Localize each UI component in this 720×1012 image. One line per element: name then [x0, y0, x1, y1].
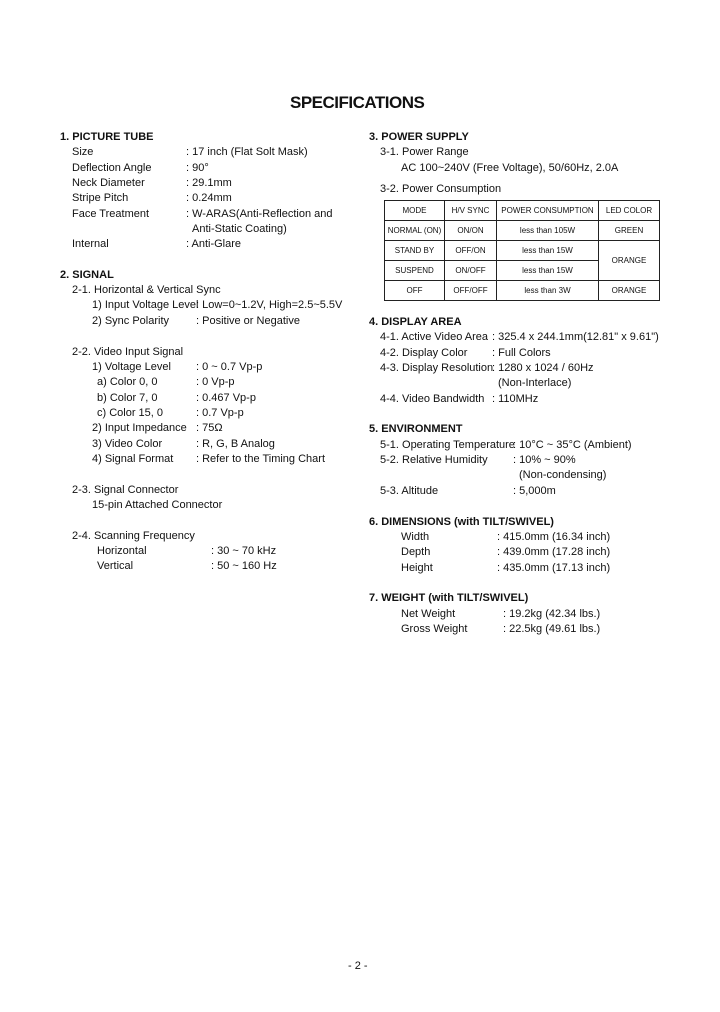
spec-value: : Positive or Negative [196, 315, 300, 327]
spec-label: 4-3. Display Resolution [380, 362, 494, 374]
spec-label: 5-1. Operating Temperature [380, 439, 515, 451]
spec-value: AC 100~240V (Free Voltage), 50/60Hz, 2.0A [401, 162, 619, 174]
spec-value: : 0 Vp-p [196, 376, 235, 388]
spec-label: Deflection Angle [72, 162, 152, 174]
spec-value: : 110MHz [492, 393, 539, 405]
spec-label: 1) Input Voltage Level [92, 299, 199, 311]
spec-value: : W-ARAS(Anti-Reflection and [186, 208, 333, 220]
spec-label: 4) Signal Format [92, 453, 174, 465]
table-row [385, 241, 660, 261]
spec-label: 5-3. Altitude [380, 485, 439, 497]
table-cell: less than 3W [497, 281, 599, 301]
spec-label: Internal [72, 238, 109, 250]
spec-value: 15-pin Attached Connector [92, 499, 223, 511]
spec-label: a) Color 0, 0 [97, 376, 158, 388]
spec-value: : 10% ~ 90% [513, 454, 576, 466]
page-number: - 2 - [348, 960, 368, 972]
spec-label: b) Color 7, 0 [97, 392, 158, 404]
spec-value: : 29.1mm [186, 177, 232, 189]
page-title: SPECIFICATIONS [290, 93, 425, 112]
spec-value: : R, G, B Analog [196, 438, 275, 450]
table-cell: ON/ON [445, 221, 497, 241]
spec-label: Stripe Pitch [72, 192, 129, 204]
spec-value-continued: (Non-Interlace) [498, 377, 572, 389]
spec-value: : 0.467 Vp-p [196, 392, 256, 404]
spec-label: Depth [401, 546, 431, 558]
spec-label: c) Color 15, 0 [97, 407, 164, 419]
spec-label: Gross Weight [401, 623, 468, 635]
table-cell: ORANGE [599, 241, 660, 281]
table-cell: OFF/ON [445, 241, 497, 261]
table-cell: GREEN [599, 221, 660, 241]
table-cell: STAND BY [385, 241, 445, 261]
section-heading-display-area: 4. DISPLAY AREA [369, 316, 462, 328]
table-cell: less than 105W [497, 221, 599, 241]
table-row [385, 221, 660, 241]
spec-value: : 325.4 x 244.1mm(12.81" x 9.61") [492, 331, 659, 343]
spec-value: : 50 ~ 160 Hz [211, 560, 277, 572]
spec-label: Vertical [97, 560, 134, 572]
subsection-heading: 2-4. Scanning Frequency [72, 530, 195, 542]
table-header-cell: H/V SYNC [445, 201, 497, 221]
table-cell: SUSPEND [385, 261, 445, 281]
spec-value: : 415.0mm (16.34 inch) [497, 531, 611, 543]
spec-value: : Refer to the Timing Chart [196, 453, 325, 465]
section-heading-weight: 7. WEIGHT (with TILT/SWIVEL) [369, 592, 529, 604]
spec-value: : 22.5kg (49.61 lbs.) [503, 623, 601, 635]
subsection-heading: 2-2. Video Input Signal [72, 346, 184, 358]
spec-value: : 10°C ~ 35°C (Ambient) [513, 439, 632, 451]
table-row [385, 281, 660, 301]
table-cell: ORANGE [599, 281, 660, 301]
spec-label: 4-2. Display Color [380, 347, 468, 359]
spec-value: : Full Colors [492, 347, 551, 359]
spec-value: : 435.0mm (17.13 inch) [497, 562, 611, 574]
power-consumption-table [384, 200, 660, 301]
table-cell: ON/OFF [445, 261, 497, 281]
spec-value: : Low=0~1.2V, High=2.5~5.5V [196, 299, 343, 311]
spec-label: Width [401, 531, 430, 543]
spec-label: 5-2. Relative Humidity [380, 454, 488, 466]
table-cell: NORMAL (ON) [385, 221, 445, 241]
spec-value: : 30 ~ 70 kHz [211, 545, 277, 557]
table-header-cell: MODE [385, 201, 445, 221]
spec-label: 3) Video Color [92, 438, 163, 450]
table-cell: less than 15W [497, 261, 599, 281]
spec-value: : 75Ω [196, 422, 223, 434]
section-heading-power-supply: 3. POWER SUPPLY [369, 131, 469, 143]
spec-label: Height [401, 562, 433, 574]
spec-label: Horizontal [97, 545, 147, 557]
spec-value: : 439.0mm (17.28 inch) [497, 546, 611, 558]
spec-label: 4-1. Active Video Area [380, 331, 489, 343]
spec-label: 2) Sync Polarity [92, 315, 170, 327]
spec-label: 4-4. Video Bandwidth [380, 393, 485, 405]
table-cell: less than 15W [497, 241, 599, 261]
spec-value: : 90° [186, 162, 209, 174]
spec-value: : 17 inch (Flat Solt Mask) [186, 146, 308, 158]
section-heading-picture-tube: 1. PICTURE TUBE [60, 131, 154, 143]
spec-value: : 0 ~ 0.7 Vp-p [196, 361, 263, 373]
section-heading-signal: 2. SIGNAL [60, 269, 114, 281]
spec-label: Net Weight [401, 608, 456, 620]
spec-label: 2) Input Impedance [92, 422, 187, 434]
subsection-heading: 3-1. Power Range [380, 146, 469, 158]
subsection-heading: 3-2. Power Consumption [380, 183, 502, 195]
subsection-heading: 2-3. Signal Connector [72, 484, 179, 496]
table-header-cell: POWER CONSUMPTION [497, 201, 599, 221]
spec-value: : 0.24mm [186, 192, 232, 204]
spec-value: : 19.2kg (42.34 lbs.) [503, 608, 601, 620]
spec-value-continued: Anti-Static Coating) [192, 223, 287, 235]
table-cell: OFF/OFF [445, 281, 497, 301]
spec-value: : 0.7 Vp-p [196, 407, 244, 419]
spec-value: : 1280 x 1024 / 60Hz [492, 362, 594, 374]
spec-label: Face Treatment [72, 208, 150, 220]
spec-label: Neck Diameter [72, 177, 145, 189]
spec-label: 1) Voltage Level [92, 361, 171, 373]
table-header-cell: LED COLOR [599, 201, 660, 221]
spec-value: : Anti-Glare [186, 238, 242, 250]
spec-value: : 5,000m [513, 485, 556, 497]
section-heading-dimensions: 6. DIMENSIONS (with TILT/SWIVEL) [369, 516, 554, 528]
table-cell: OFF [385, 281, 445, 301]
spec-value-continued: (Non-condensing) [519, 469, 607, 481]
spec-label: Size [72, 146, 94, 158]
section-heading-environment: 5. ENVIRONMENT [369, 423, 463, 435]
subsection-heading: 2-1. Horizontal & Vertical Sync [72, 284, 221, 296]
